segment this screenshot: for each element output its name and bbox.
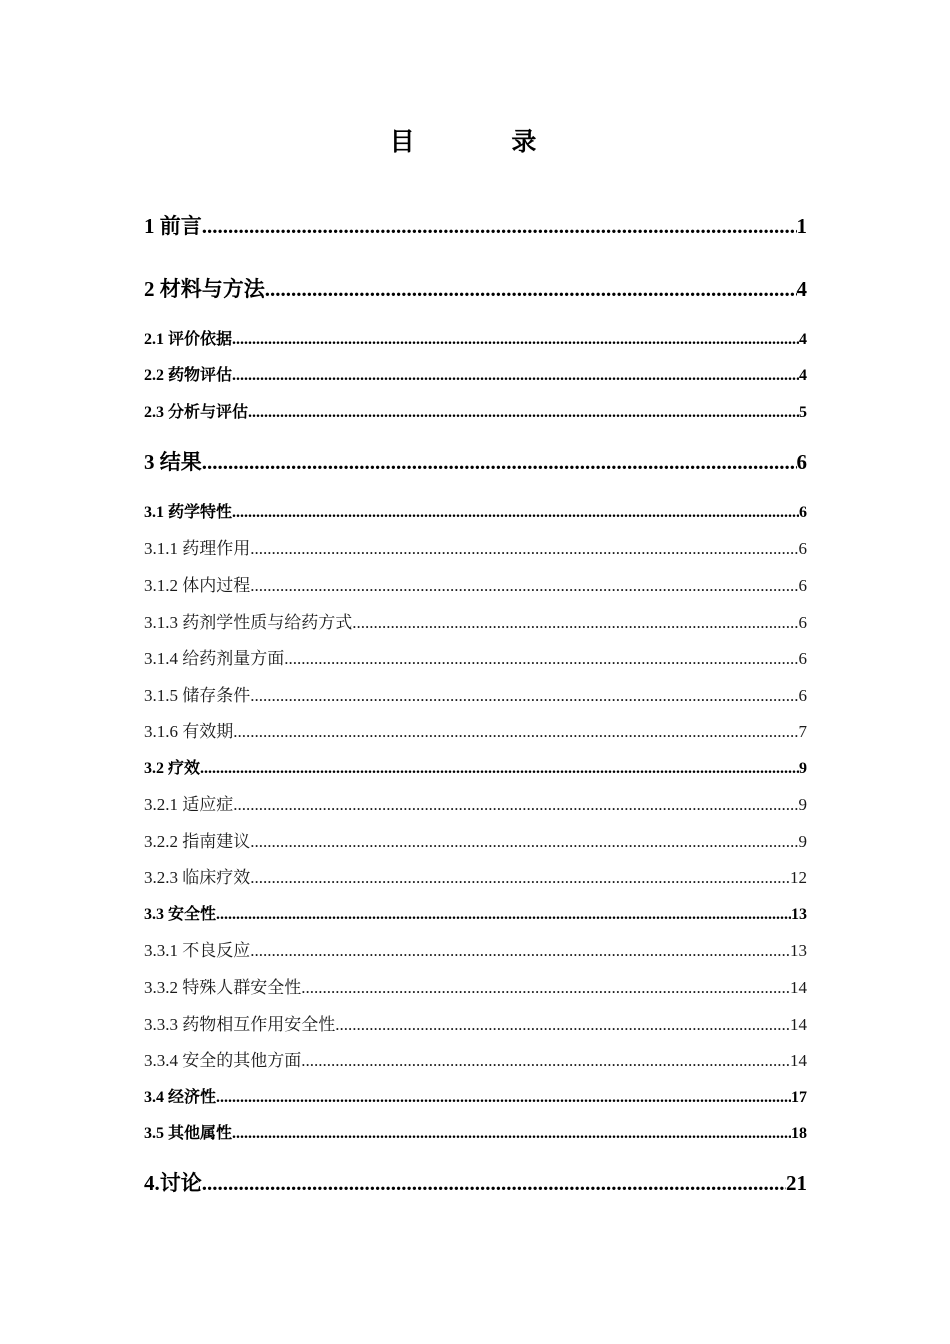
toc-leader-dots — [216, 903, 791, 927]
page-title: 目 录 — [389, 127, 581, 156]
toc-entry-label: 2.1 评价依据 — [144, 331, 233, 348]
toc-entry-label: 3.2.2 指南建议 — [144, 832, 251, 851]
toc-entry-3-2-1[interactable] — [144, 793, 807, 817]
toc-leader-dots — [284, 647, 798, 671]
toc-entry-page: 1 — [796, 214, 807, 238]
toc-leader-dots — [202, 447, 797, 477]
toc-entry-3-2-3[interactable] — [144, 866, 807, 890]
toc-entry-2-1[interactable] — [144, 328, 807, 352]
toc-entry-3-1-6[interactable] — [144, 720, 807, 744]
toc-entry-page: 7 — [798, 722, 807, 741]
toc-entry-label: 3.2.3 临床疗效 — [144, 868, 251, 887]
toc-entry-label: 3.2.1 适应症 — [144, 795, 234, 814]
toc-entry-page: 14 — [790, 978, 807, 997]
toc-entry-label: 1 前言 — [144, 214, 202, 238]
toc-leader-dots — [250, 830, 798, 854]
toc-entry-page: 6 — [798, 649, 807, 668]
toc-leader-dots — [232, 1122, 791, 1146]
toc-entry-label: 2.2 药物评估 — [144, 367, 233, 384]
toc-entry-page: 17 — [791, 1089, 807, 1106]
toc-entry-2-2[interactable] — [144, 364, 807, 388]
toc-leader-dots — [233, 793, 798, 817]
toc-entry-page: 5 — [799, 404, 807, 421]
toc-entry-label: 3.3.2 特殊人群安全性 — [144, 978, 302, 997]
toc-leader-dots — [250, 574, 798, 598]
toc-entry-4[interactable] — [144, 1168, 807, 1198]
toc-entry-page: 14 — [790, 1051, 807, 1070]
toc-leader-dots — [335, 1013, 790, 1037]
toc-entry-label: 3.1.3 药剂学性质与给药方式 — [144, 613, 353, 632]
toc-leader-dots — [250, 939, 790, 963]
toc-entry-3-1-5[interactable] — [144, 684, 807, 708]
toc-leader-dots — [301, 976, 790, 1000]
toc-entry-2-3[interactable] — [144, 401, 807, 425]
toc-entry-page: 6 — [799, 504, 807, 521]
toc-entry-label: 3.5 其他属性 — [144, 1125, 233, 1142]
toc-entry-3-3-1[interactable] — [144, 939, 807, 963]
toc-leader-dots — [233, 720, 798, 744]
toc-entry-3[interactable] — [144, 447, 807, 477]
toc-entry-label: 3.4 经济性 — [144, 1089, 217, 1106]
toc-leader-dots — [352, 611, 798, 635]
toc-entry-3-1-2[interactable] — [144, 574, 807, 598]
toc-entry-label: 3.3 安全性 — [144, 906, 217, 923]
toc-leader-dots — [216, 1086, 791, 1110]
toc-leader-dots — [248, 401, 799, 425]
toc-entry-3-3-4[interactable] — [144, 1049, 807, 1073]
toc-leader-dots — [265, 274, 797, 304]
toc-entry-label: 3 结果 — [144, 450, 202, 474]
toc-entry-page: 9 — [798, 832, 807, 851]
toc-entry-page: 6 — [798, 539, 807, 558]
toc-entry-3-1-1[interactable] — [144, 537, 807, 561]
toc-entry-label: 4.讨论 — [144, 1171, 202, 1195]
toc-entry-label: 3.2 疗效 — [144, 760, 201, 777]
toc-entry-3-1-3[interactable] — [144, 611, 807, 635]
toc-entry-page: 6 — [798, 613, 807, 632]
toc-leader-dots — [301, 1049, 790, 1073]
toc-entry-page: 9 — [798, 795, 807, 814]
toc-entry-label: 2.3 分析与评估 — [144, 404, 249, 421]
toc-entry-3-2-2[interactable] — [144, 830, 807, 854]
toc-entry-3-4[interactable] — [144, 1086, 807, 1110]
toc-entry-page: 4 — [799, 331, 807, 348]
toc-leader-dots — [202, 1168, 786, 1198]
toc-entry-label: 3.3.4 安全的其他方面 — [144, 1051, 302, 1070]
toc-leader-dots — [250, 866, 790, 890]
toc-leader-dots — [202, 211, 797, 241]
toc-leader-dots — [232, 501, 799, 525]
toc-entry-3-1[interactable] — [144, 501, 807, 525]
toc-entry-page: 6 — [798, 576, 807, 595]
toc-leader-dots — [200, 757, 799, 781]
toc-entry-page: 6 — [798, 686, 807, 705]
toc-leader-dots — [232, 328, 799, 352]
toc-entry-2[interactable] — [144, 274, 807, 304]
toc-entry-page: 12 — [790, 868, 807, 887]
table-of-contents — [144, 0, 807, 1344]
toc-entry-label: 3.1.2 体内过程 — [144, 576, 251, 595]
toc-entry-page: 4 — [799, 367, 807, 384]
toc-entry-page: 13 — [791, 906, 807, 923]
toc-entry-page: 6 — [796, 450, 807, 474]
toc-entry-label: 3.3.3 药物相互作用安全性 — [144, 1015, 336, 1034]
toc-leader-dots — [250, 684, 798, 708]
toc-entry-label: 3.3.1 不良反应 — [144, 941, 251, 960]
toc-entry-label: 3.1.6 有效期 — [144, 722, 234, 741]
toc-entry-label: 3.1.4 给药剂量方面 — [144, 649, 285, 668]
toc-entry-3-3-3[interactable] — [144, 1013, 807, 1037]
toc-entry-label: 3.1.1 药理作用 — [144, 539, 251, 558]
toc-entry-page: 9 — [799, 760, 807, 777]
toc-leader-dots — [232, 364, 799, 388]
toc-entry-3-5[interactable] — [144, 1122, 807, 1146]
toc-leader-dots — [250, 537, 798, 561]
toc-entry-label: 3.1.5 储存条件 — [144, 686, 251, 705]
toc-entry-3-1-4[interactable] — [144, 647, 807, 671]
toc-entry-page: 4 — [796, 277, 807, 301]
toc-entry-page: 14 — [790, 1015, 807, 1034]
toc-entry-page: 21 — [786, 1171, 807, 1195]
toc-entry-page: 18 — [791, 1125, 807, 1142]
toc-entry-label: 3.1 药学特性 — [144, 504, 233, 521]
toc-entry-3-2[interactable] — [144, 757, 807, 781]
toc-entry-1[interactable] — [144, 211, 807, 241]
toc-entry-3-3[interactable] — [144, 903, 807, 927]
toc-entry-3-3-2[interactable] — [144, 976, 807, 1000]
toc-entry-label: 2 材料与方法 — [144, 277, 265, 301]
toc-entry-page: 13 — [790, 941, 807, 960]
